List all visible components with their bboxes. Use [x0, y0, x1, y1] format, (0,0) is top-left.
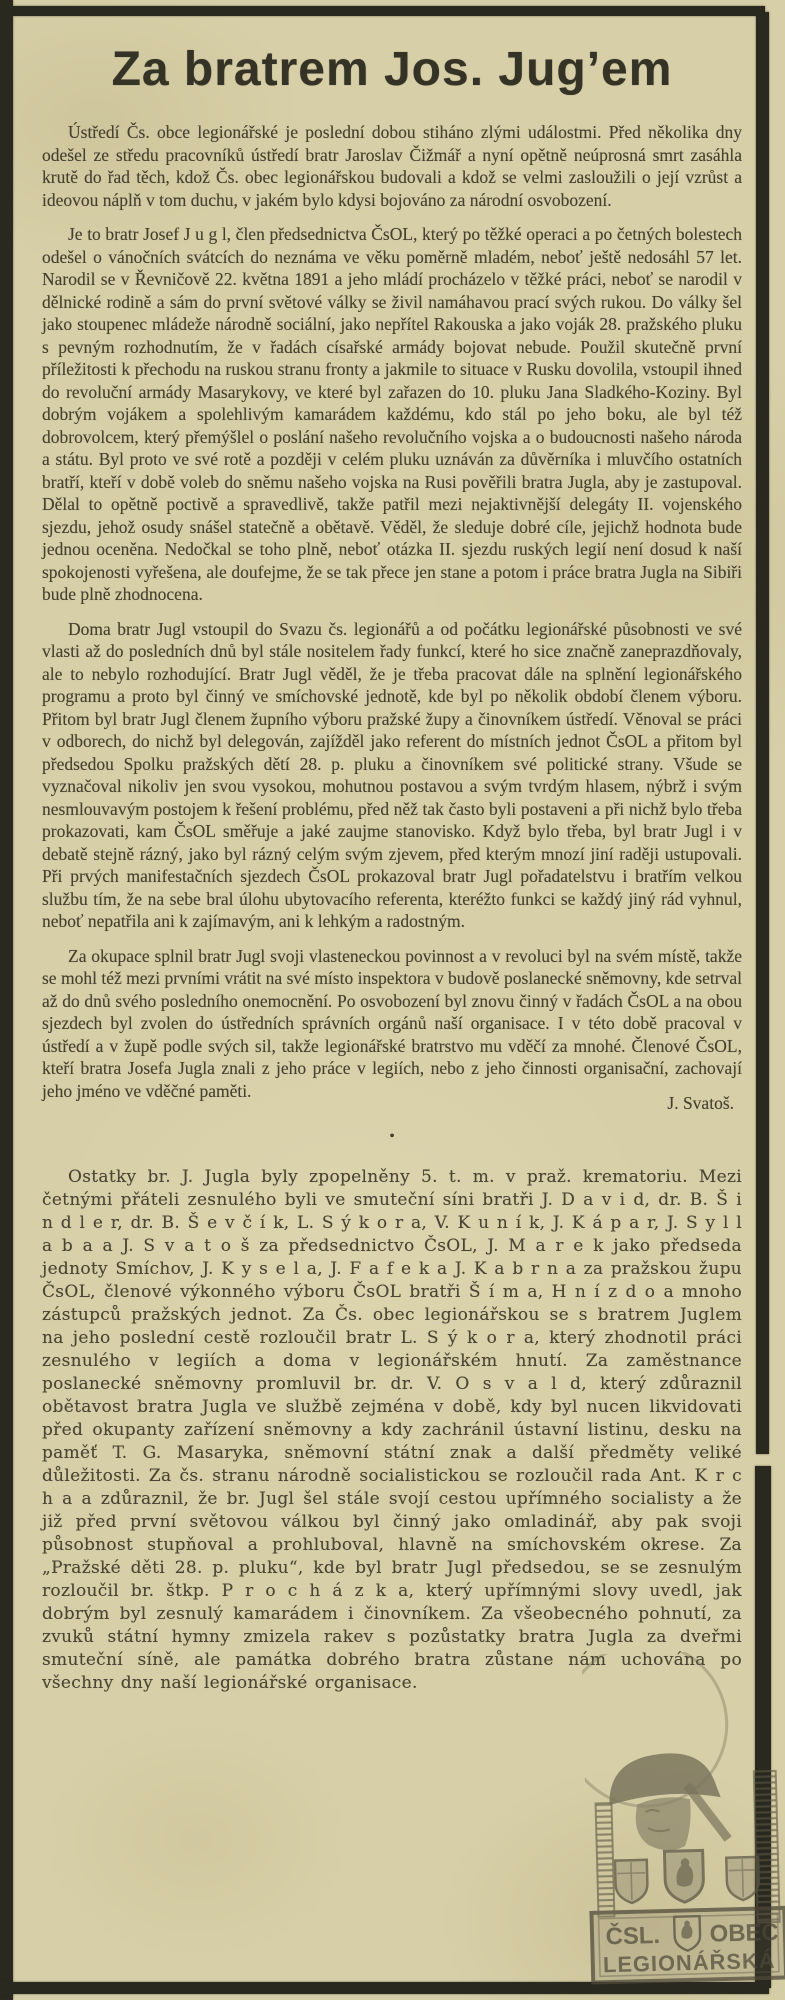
shield-icon-right	[726, 1857, 759, 1901]
stamp-text-legionarska: LEGIONÁŘSKÁ	[602, 1947, 776, 1978]
article-title: Za bratrem Jos. Jug’em	[111, 43, 673, 96]
obituary-paragraph-3: Doma bratr Jugl vstoupil do Svazu čs. legionářů a od počátku legionářské působnosti ve své vlasti až do posledních dnů byl stále nositelem řady funkcí, které ho sice značně zaneprazdňovaly, ale to nebylo rozhodující. Bratr Jugl věděl, že je třeba pracovat dále na splnění legionářského programu a proto byl činný ve smíchovské jednotě, kde byl po několik období členem výboru. Přitom byl bratr Jugl členem župního výboru pražské župy a činovníkem ústředí. Věnoval se práci v odborech, do nichž byl delegován, zajížděl jako referent do místních jednot ČsOL a přitom byl předsedou Spolku pražských dětí 28. p. pluku a činovníkem své politické strany. Všude se vyznačoval nikoliv jen svou vysokou, mohutnou postavou a svým tvrdým hlasem, nýbrž i svým nesmlouvavým postojem k řešení problému, před něž tak často byli postaveni a při nichž bylo třeba prokazovati, kam ČsOL směřuje a jaké zaujme stanovisko. Když bylo třeba, byl bratr Jugl i v debatě stejně rázný, jako byl rázný celým svým zjevem, před kterým mnozí jiní raději ustupovali. Při prvých manifestačních sjezdech ČsOL prokazoval bratr Jugl pořadatelstvu i bratřím velkou službu tím, že na sebe bral úlohu ubytovacího referenta, kteréžto funkci se každý jiný rád vyhnul, neboť nepatřila ani k zajímavým, ani k lehkým a radostným.	[42, 618, 742, 931]
obituary-article	[42, 121, 742, 1114]
right-hatch-bar	[754, 1771, 780, 1923]
obituary-paragraph-2: Je to bratr Josef J u g l, člen předsednictva ČsOL, který po těžké operaci a po četných bolestech odešel o vánočních svátcích do neznáma ve věku poměrně mladém, neboť ještě nedosáhl 57 let. Narodil se v Řevničově 22. května 1891 a jeho mládí procházelo v těžké práci, neboť se narodil v dělnické rodině a sám do první světové války se živil namáhavou prací svých rukou. Do války šel jako stoupenec mládeže národně sociální, jako nepřítel Rakouska a jako voják 28. pražského pluku s pevným rozhodnutím, že v řadách císařské armády bojovat nebude. Použil skutečně první příležitosti k přechodu na ruskou stranu fronty a jakmile to situace v Rusku dovolila, vstoupil ihned do revoluční armády Masarykovy, ve které byl zařazen do 10. pluku Jana Sladkého-Koziny. Byl dobrým vojákem a spolehlivým kamarádem každému, kdo stál po jeho boku, ale byl též dobrovolcem, který přemýšlel o poslání našeho revolučního vojska a o budoucnosti našeho národa a státu. Byl proto ve své rotě a později v celém pluku uznáván za důvěrníka i mluvčího ostatních bratří, kteří v době voleb do sněmu našeho vojska na Rusi pověřili bratra Jugla, aby je zastupoval. Dělal to opětně poctivě a spravedlivě, takže patřil mezi nejaktivnější delegáty II. vojenského sjezdu, jehož osudy snášel statečně a obětavě. Věděl, že sleduje dobré cíle, jejichž hodnota bude jednou oceněna. Nedočkal se toho plně, neboť otázka II. sjezdu ruských legií není dosud k naší spokojenosti vyřešena, ale doufejme, že se tak přece jen stane a potom i práce bratra Jugla na Sibiři bude plně zhodnocena.	[42, 224, 742, 604]
stamp-plaque	[591, 1908, 785, 1983]
top-rule	[13, 6, 765, 16]
obituary-paragraph-1: Ústředí Čs. obce legionářské je poslední dobou stiháno zlými událostmi. Před několika dny odešel ze středu pracovníků ústředí bratr Jaroslav Čižmář a nyní opětně neúprosná smrt zasáhla krutě do řad těch, kdož Čs. obec legionářskou budovali a kdož se velmi zasloužili o její vzrůst a ideovou náplň v tom duchu, v jakém bylo kdysi bojováno za národní osvobození.	[42, 122, 742, 210]
author-signature: J. Svatoš.	[667, 1092, 734, 1113]
shield-icon-center	[664, 1850, 704, 1902]
obituary-paragraph-4: Za okupace splnil bratr Jugl svoji vlasteneckou povinnost a v revoluci byl na svém místě, takže se mohl též mezi prvními vrátit na své místo inspektora v budově poslanecké sněmovny, kde setrval až do dnů svého posledního onemocnění. Po osvobození byl znovu činný v řadách ČsOL a na obou sjezdech byl zvolen do ústředních správních orgánů naší organisace. I v této době pracoval v ústředí a v župě podle svých sil, takže legionářské bratrstvo mu vděčí za mnohé. Členové ČsOL, kteří bratra Josefa Jugla znali z jeho práce v legiích, nebo z jeho činnosti organisační, zachovají jeho jméno ve vděčné paměti.	[42, 945, 742, 1101]
article-column	[42, 28, 742, 1695]
left-rule	[0, 0, 13, 2000]
funeral-report	[42, 1166, 742, 1695]
left-hatch-bar	[596, 1803, 615, 1917]
stamp-text-csl: ČSL.	[605, 1921, 661, 1951]
funeral-report-paragraph: Ostatky br. J. Jugla byly zpopelněny 5. t. m. v praž. krematoriu. Mezi četnými přáteli zesnulého byli ve smuteční síni bratři J. D a v i d, dr. B. Š i n d l e r, dr. B. Š e v č í k, L. S ý k o r a, V. K u n í k, J. K á p a r, J. S y l l a b a a J. S v a t o š za předsednictvo ČsOL, J. M a r e k jako předseda jednoty Smíchov, J. K y s e l a, J. F a f e k a J. K a b r n a za pražskou župu ČsOL, členové výkonného výboru ČsOL bratři Š í m a, H n í z d o a mnoho zástupců pražských jednot. Za Čs. obec legionářskou se s bratrem Juglem na jeho poslední cestě rozloučil bratr L. S ý k o r a, který zhodnotil práci zesnulého v legiích a doma v legionářském hnutí. Za zaměstnance poslanecké sněmovny promluvil br. dr. V. O s v a l d, který zdůraznil obětavost bratra Jugla ve službě zejména v době, kdy byl nucen likvidovati před okupanty zařízení sněmovny a kdy zachránil ústavní listinu, desku na paměť T. G. Masaryka, sněmovní státní znak a další předměty veliké důležitosti. Za čs. stranu národně socialistickou se rozloučil rada Ant. K r c h a a zdůraznil, že br. Jugl šel stále svojí cestou upřímného socialisty a že již před první světovou válkou byl činný jako omladinář, aby pak svoji působnost stupňoval a prohluboval, hlavně na smíchovském okrese. Za „Pražské děti 28. p. pluku“, kde byl bratr Jugl předsedou, se se zesnulým rozloučil br. štkp. P r o c h á z k a, který upřímnými slovy uvedl, jak dobrým byl zesnulý kamarádem i činovníkem. Za všeobecného pohnutí, za zvuků státní hymny zmizela rakev s pozůstatky bratra Jugla za dveřmi smuteční síně, ale památka dobrého bratra zůstane nám uchována po všechny dny naší legionářské organisace.	[42, 1167, 742, 1693]
section-separator-dot: •	[389, 1128, 395, 1145]
stamp-text-obec: OBEC	[709, 1918, 779, 1948]
shield-icon-left	[615, 1860, 648, 1904]
legion-stamp	[582, 1649, 785, 1990]
right-rule-upper	[756, 12, 769, 1454]
